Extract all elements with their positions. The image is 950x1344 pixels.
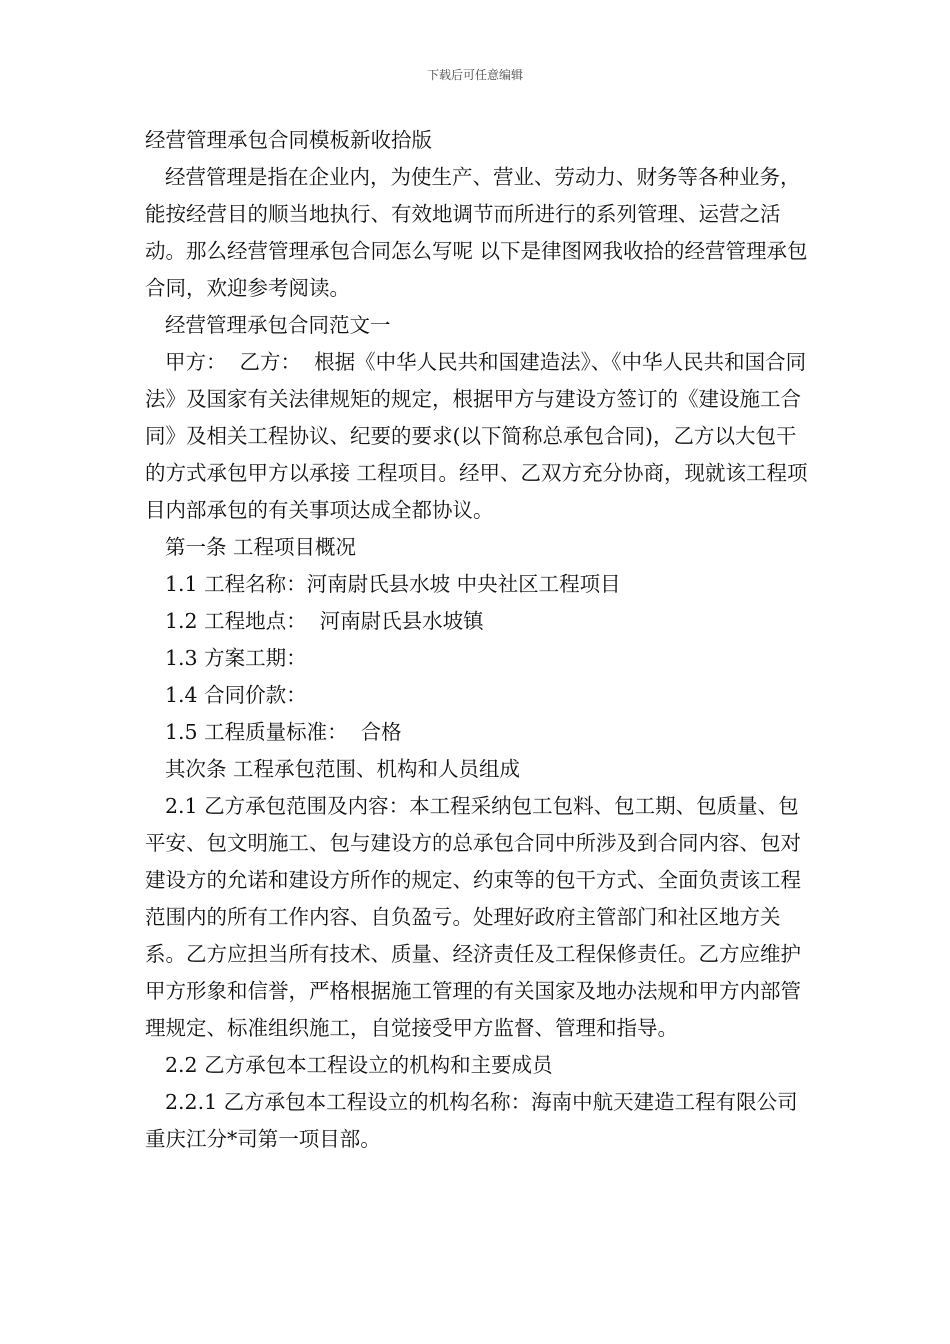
intro-paragraph: 经营管理是指在企业内，为使生产、营业、劳动力、财务等各种业务，能按经营目的顺当地执行、有效地调节而所进行的系列管理、运营之活动。那么经营管理承包合同怎么写呢 以下是律图网我收拾的经营管理承包合同，欢迎参考阅读。 <box>145 165 808 300</box>
article-1-heading: 第一条 工程项目概况 <box>165 535 357 559</box>
page-header: 下载后可任意编辑 <box>426 68 523 82</box>
item-2-2-1: 2.2.1 乙方承包本工程设立的机构名称：海南中航天建造工程有限公司重庆江分*司第一项目部。 <box>145 1090 798 1151</box>
parties-paragraph: 甲方： 乙方： 根据《中华人民共和国建造法》、《中华人民共和国合同法》及国家有关法律规矩的规定，根据甲方与建设方签订的《建设施工合同》及相关工程协议、纪要的要求(以下简称总承包合同)，乙方以大包干的方式承包甲方以承接 工程项目。经甲、乙双方充分协商，现就该工程项目内部承包的有关事项达成全都协议。 <box>145 350 808 522</box>
article-2-heading: 其次条 工程承包范围、机构和人员组成 <box>165 757 521 781</box>
document-title: 经营管理承包合同模板新收拾版 <box>145 128 432 152</box>
item-1-5: 1.5 工程质量标准： 合格 <box>165 720 402 744</box>
item-1-3: 1.3 方案工期： <box>165 646 307 670</box>
item-1-2: 1.2 工程地点： 河南尉氏县水坡镇 <box>165 609 484 633</box>
item-1-4: 1.4 合同价款： <box>165 683 307 707</box>
item-2-2: 2.2 乙方承包本工程设立的机构和主要成员 <box>165 1053 553 1077</box>
sample-heading: 经营管理承包合同范文一 <box>165 313 391 337</box>
document-body <box>145 122 810 1158</box>
item-2-1: 2.1 乙方承包范围及内容：本工程采纳包工包料、包工期、包质量、包平安、包文明施工、包与建设方的总承包合同中所涉及到合同内容、包对建设方的允诺和建设方所作的规定、约束等的包干方式、全面负责该工程范围内的所有工作内容、自负盈亏。处理好政府主管部门和社区地方关系。乙方应担当所有技术、质量、经济责任及工程保修责任。乙方应维护甲方形象和信誉，严格根据施工管理的有关国家及地办法规和甲方内部管理规定、标准组织施工，自觉接受甲方监督、管理和指导。 <box>145 794 801 1040</box>
item-1-1: 1.1 工程名称：河南尉氏县水坡 中央社区工程项目 <box>165 572 621 596</box>
